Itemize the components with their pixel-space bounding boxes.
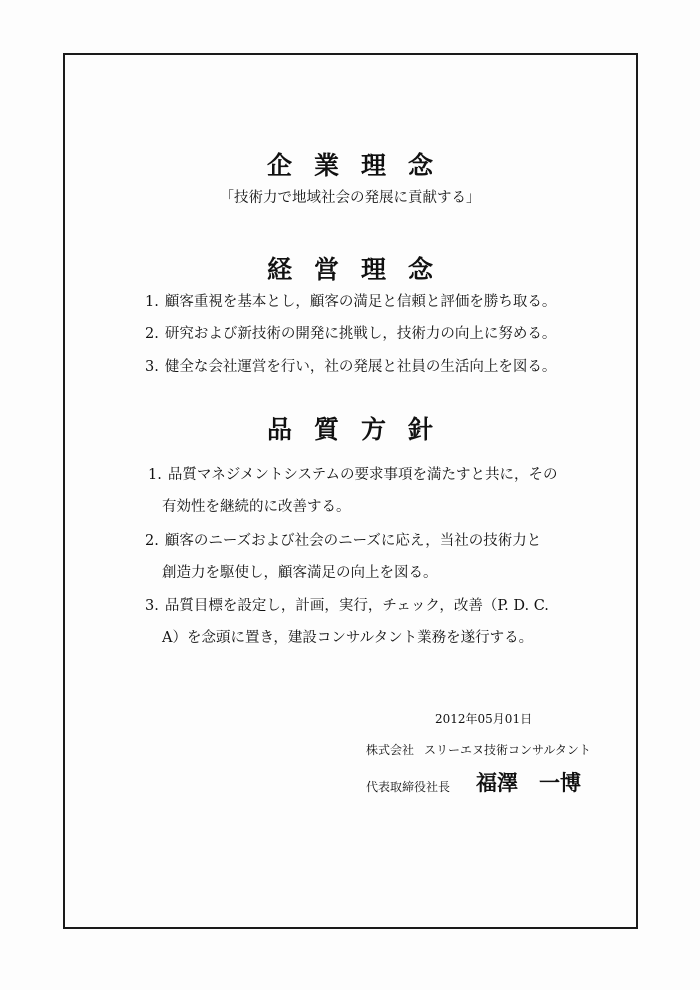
quality-item-continuation: 有効性を継続的に改善する。: [162, 499, 351, 515]
item-text: 品質目標を設定し，計画，実行，チェック，改善（P. D. C.: [164, 598, 549, 614]
item-text: 顧客のニーズおよび社会のニーズに応え，当社の技術力と: [164, 533, 542, 549]
item-number: 1.: [148, 467, 162, 483]
item-text: 健全な会社運営を行い，社の発展と社員の生活向上を図る。: [164, 359, 557, 375]
item-number: 3.: [145, 598, 159, 614]
item-text: 顧客重視を基本とし，顧客の満足と信頼と評価を勝ち取る。: [164, 294, 557, 310]
management-item: [145, 290, 556, 311]
quality-policy-heading: 品質方針: [266, 415, 455, 444]
item-number: 2.: [145, 326, 159, 342]
document-border: [63, 53, 638, 929]
representative-name: 福澤 一博: [476, 770, 581, 795]
quality-item-line: [145, 594, 549, 615]
management-item: [145, 355, 556, 376]
item-number: 1.: [145, 294, 159, 310]
quality-item-line: [148, 463, 557, 484]
corporate-slogan: 「技術力で地域社会の発展に貢献する」: [219, 190, 481, 206]
quality-item-line: [145, 529, 541, 550]
quality-item-continuation: A）を念頭に置き，建設コンサルタント業務を遂行する。: [162, 630, 534, 646]
management-item: [145, 322, 556, 343]
quality-item-continuation: 創造力を駆使し，顧客満足の向上を図る。: [162, 565, 438, 581]
item-number: 2.: [145, 533, 159, 549]
corporate-philosophy-heading: 企業理念: [266, 151, 455, 180]
item-number: 3.: [145, 359, 159, 375]
management-philosophy-heading: 経営理念: [266, 255, 455, 284]
company-name-text: スリーエヌ技術コンサルタント: [424, 743, 591, 757]
issue-date: 2012年05月01日: [435, 712, 533, 726]
representative-title: 代表取締役社長: [366, 780, 451, 794]
item-text: 品質マネジメントシステムの要求事項を満たすと共に，その: [167, 467, 558, 483]
company-type: 株式会社: [366, 743, 415, 757]
item-text: 研究および新技術の開発に挑戦し，技術力の向上に努める。: [164, 326, 557, 342]
company-name: [366, 741, 591, 758]
